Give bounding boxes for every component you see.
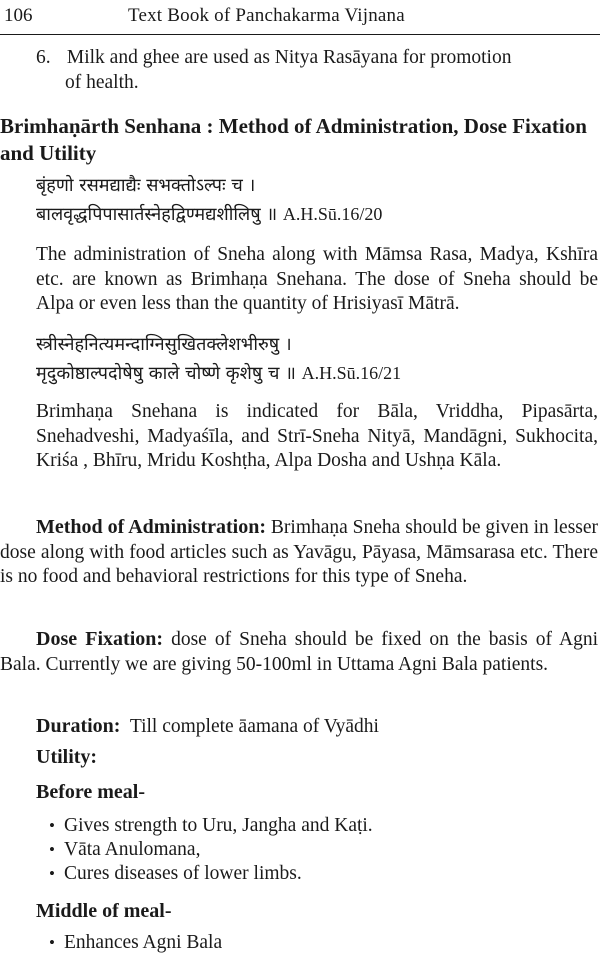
before-meal-label: Before meal- xyxy=(36,781,146,803)
list-item: • Cures diseases of lower limbs. xyxy=(36,862,598,886)
dose-text: dose of Sneha should be fixed on the basis of Agni Bala. Currently we are giving 50-100ml in Uttama Agni Bala patients. xyxy=(0,629,598,675)
verse-1 xyxy=(36,171,598,229)
paragraph-duration xyxy=(36,714,598,740)
utility-label: Utility: xyxy=(36,746,98,768)
point-text-line2: of health. xyxy=(65,71,139,93)
paragraph-administration: The administration of Sneha along with Māmsa Rasa, Madya, Kshīra etc. are known as Brimhaṇa Snehana. The dose of Sneha should be Alpa or even less than the quantity of Hrisiyasī Mātrā. xyxy=(36,244,598,314)
middle-meal-label: Middle of meal- xyxy=(36,900,172,922)
verse-2-line2: मृदुकोष्ठाल्पदोषेषु काले चोष्णे कृशेषु च ॥ xyxy=(36,363,296,384)
paragraph-method xyxy=(0,515,598,590)
list-item: • Gives strength to Uru, Jangha and Kaṭi. xyxy=(36,814,598,838)
point-text-line1: Milk and ghee are used as Nitya Rasāyana for promotion xyxy=(66,47,512,68)
duration-text: Till complete āamana of Vyādhi xyxy=(129,716,379,737)
middle-meal-list xyxy=(36,931,598,955)
paragraph-dose xyxy=(0,627,598,677)
verse-2-line1: स्त्रीस्नेहनित्यमन्दाग्निसुखितक्लेशभीरुषु । xyxy=(36,334,292,355)
list-item: • Vāta Anulomana, xyxy=(36,838,598,862)
page-number: 106 xyxy=(4,5,33,26)
before-meal-list xyxy=(36,814,598,886)
duration-label: Duration: xyxy=(36,715,121,737)
point-number: 6. xyxy=(36,47,51,68)
verse-1-line1: बृंहणो रसमद्याद्यैः सभक्तोऽल्पः च । xyxy=(36,175,256,196)
verse-2-reference: A.H.Sū.16/21 xyxy=(301,363,402,383)
section-heading: Brimhaṇārth Senhana : Method of Administration, Dose Fixation and Utility xyxy=(0,114,587,165)
list-item: • Enhances Agni Bala xyxy=(36,931,598,955)
paragraph-indications: Brimhaṇa Snehana is indicated for Bāla, Vriddha, Pipasārta, Snehadveshi, Madyaśīla, and Strī-Sneha Nityā, Mandāgni, Sukhocita, Kriśa , Bhīru, Mridu Koshṭha, Alpa Dosha and Ushṇa Kāla. xyxy=(36,401,598,471)
page-header xyxy=(0,0,600,35)
running-title: Text Book of Panchakarma Vijnana xyxy=(128,5,405,26)
verse-2 xyxy=(36,330,598,388)
verse-1-reference: A.H.Sū.16/20 xyxy=(282,204,383,224)
dose-label: Dose Fixation: xyxy=(36,628,164,650)
numbered-point-6 xyxy=(36,46,598,95)
method-text: Brimhaṇa Sneha should be given in lesser dose along with food articles such as Yavāgu, Pāyasa, Māmsarasa etc. There is no food and behavioral restrictions for this type of Sneha. xyxy=(0,517,599,587)
method-label: Method of Administration: xyxy=(36,516,267,538)
verse-1-line2: बालवृद्धपिपासार्तस्नेहद्विण्मद्यशीलिषु ॥ xyxy=(36,204,278,225)
